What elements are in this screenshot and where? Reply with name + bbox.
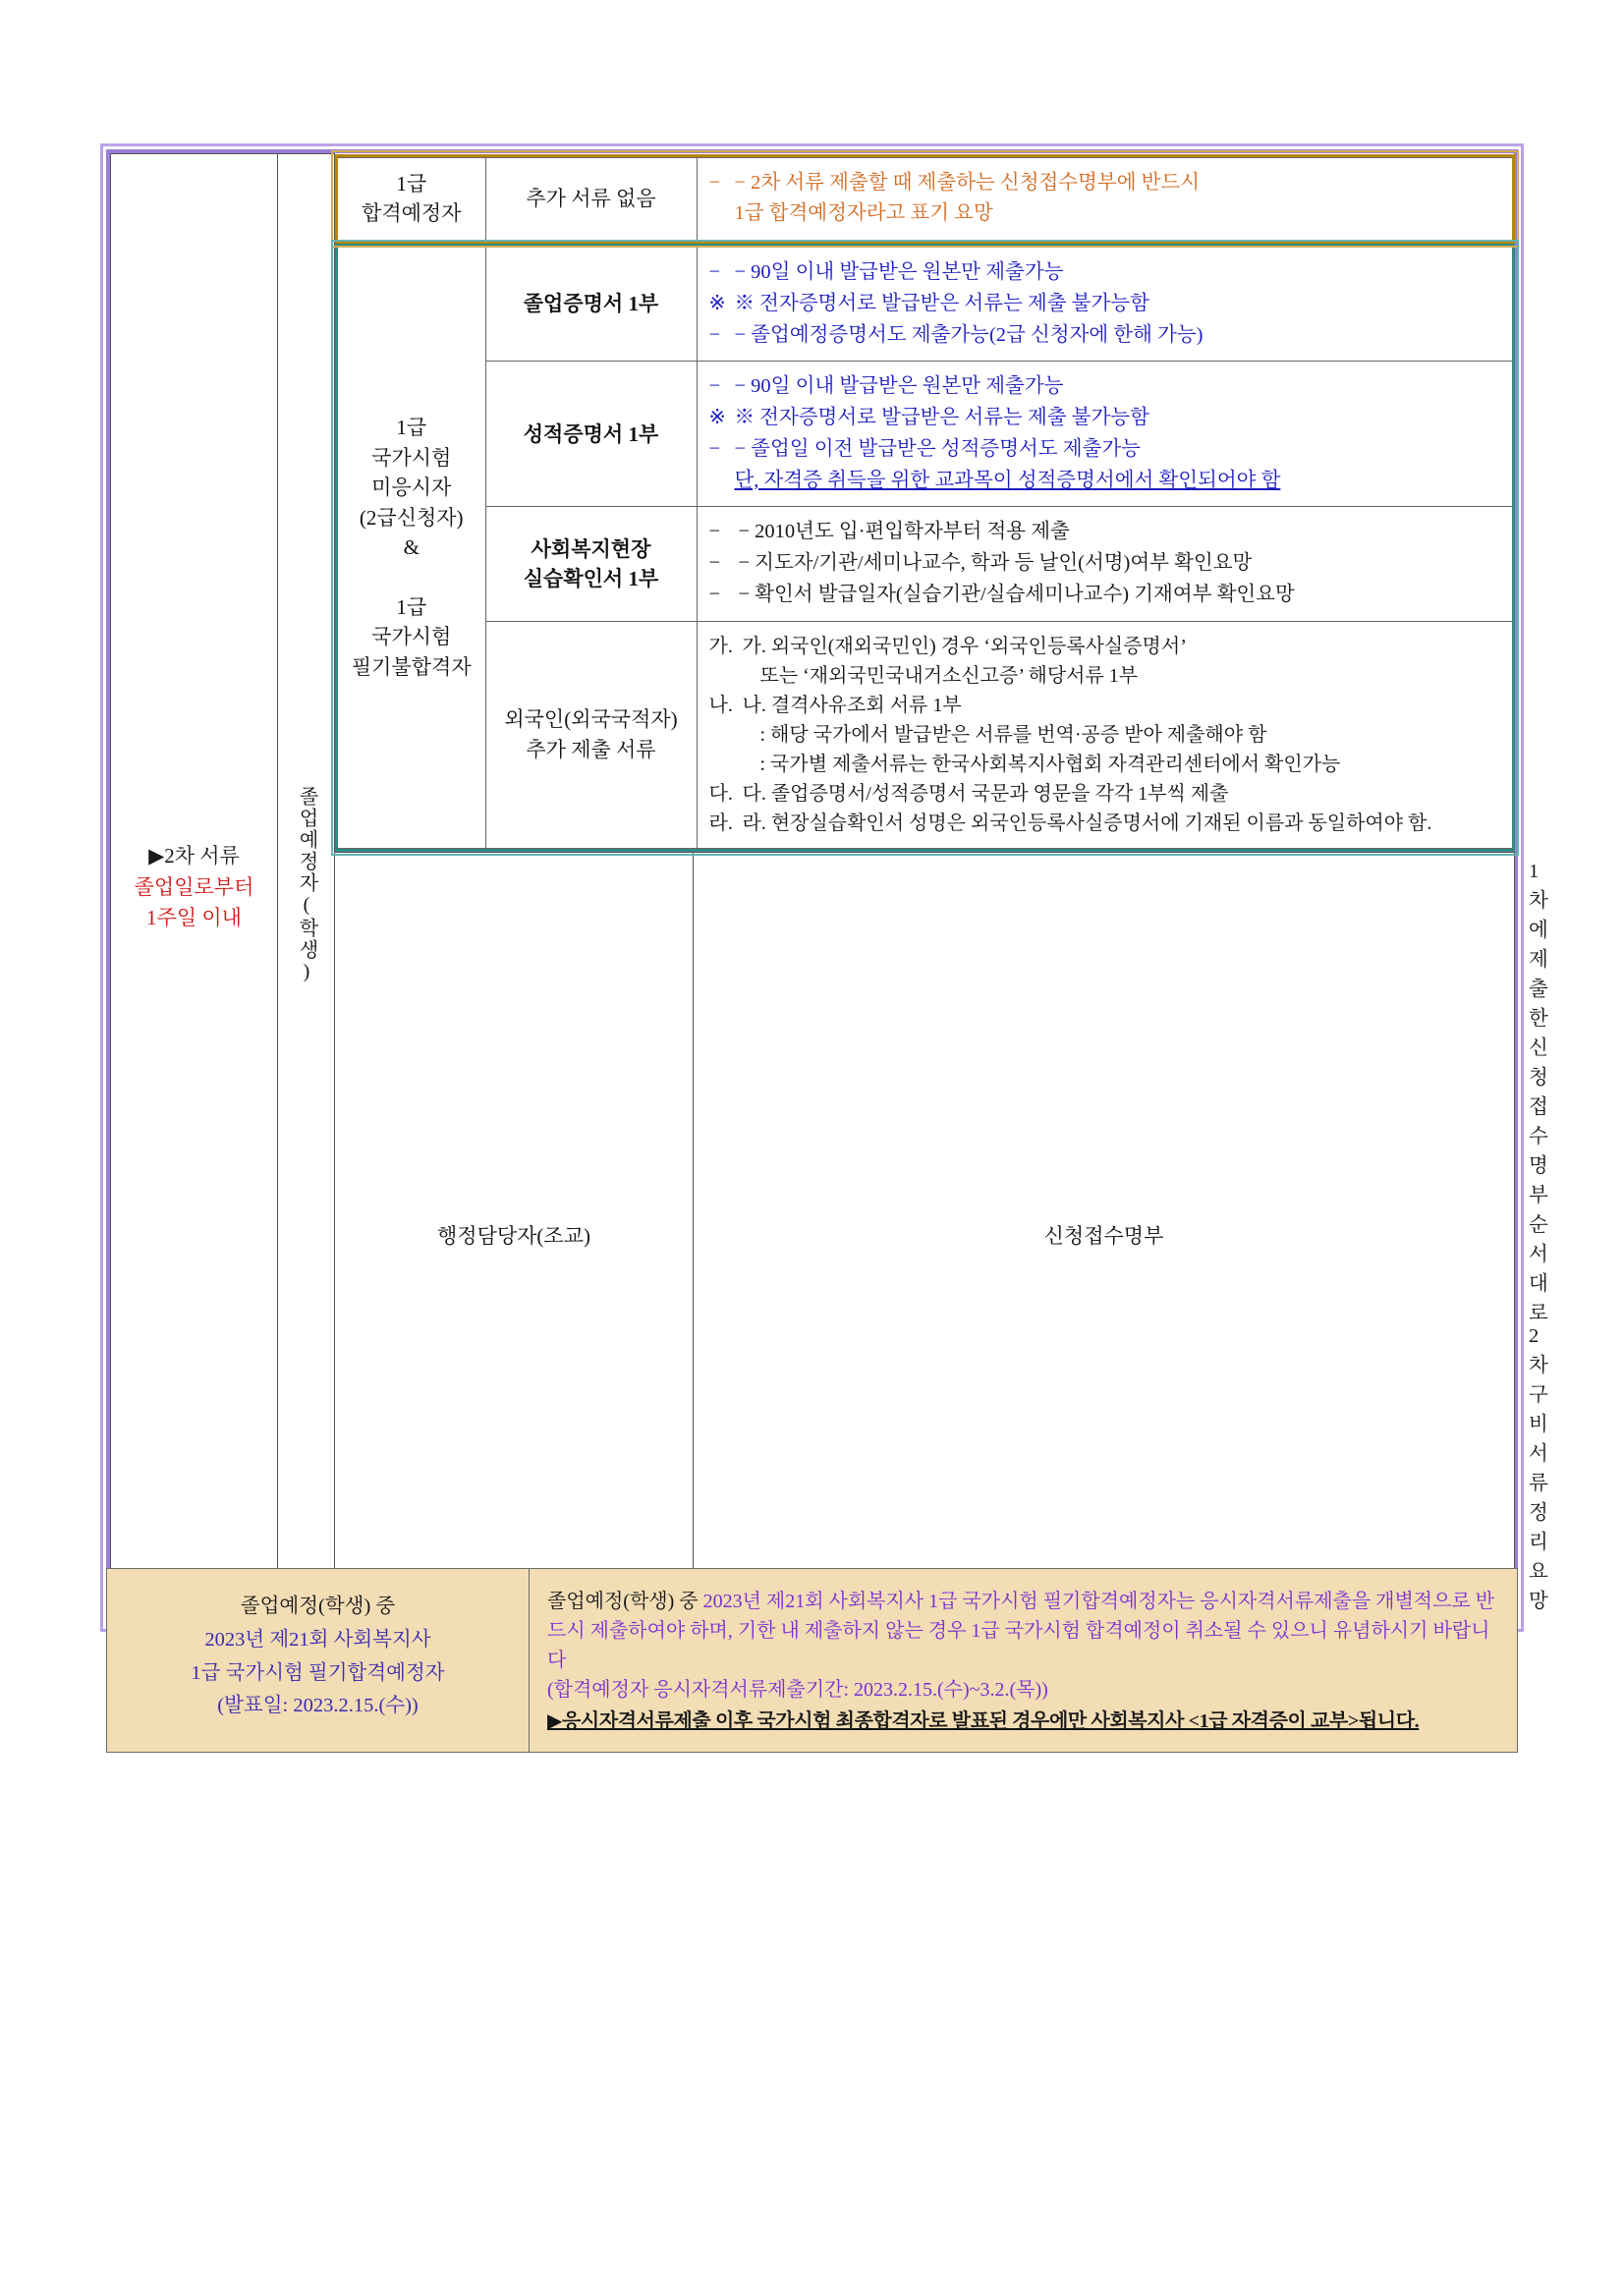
row3-detail-cell: − − 90일 이내 발급받은 원본만 제출가능 ※ ※ 전자증명서로 발급받은 서류는 제출 불가능함 − − 졸업일 이전 발급받은 성적증명서도 제출가능 단, 자격증 취득을 위한 교과목이 성적증명서에서 확인되어야 함 <box>697 362 1512 507</box>
row3-line4: 단, 자격증 취득을 위한 교과목이 성적증명서에서 확인되어야 함 <box>734 469 1281 491</box>
row3-doc-cell: 성적증명서 1부 <box>485 362 697 507</box>
footer-para1 <box>547 1587 1501 1675</box>
table-row <box>338 621 1512 848</box>
footer-left-line1: 졸업예정(학생) 중 <box>240 1596 396 1617</box>
footer-right <box>530 1569 1517 1752</box>
footer-note-box <box>106 1568 1518 1753</box>
row4-line1: − 2010년도 입·편입학자부터 적용 제출 <box>738 521 1070 543</box>
row3-line1: − 90일 이내 발급받은 원본만 제출가능 <box>734 375 1064 398</box>
table-row: 행정담당자(조교) 신청접수명부 1차에 제출한 신청접수명부 순서대로 2차 구비서류 정리요망 <box>111 852 1515 1621</box>
teal-inner-table <box>338 247 1512 849</box>
requirements-table-frame <box>106 149 1548 1626</box>
requirements-table <box>110 153 1548 1622</box>
gold-inner-table <box>338 157 1512 242</box>
footer-left-line3: 1급 국가시험 필기합격예정자 <box>191 1661 445 1684</box>
row4-line2: − 지도자/기관/세미나교수, 학과 등 날인(서명)여부 확인요망 <box>738 552 1253 575</box>
footer-para2: (합격예정자 응시자격서류제출기간: 2023.2.15.(수)~3.2.(목)) <box>547 1679 1048 1701</box>
left-deadline-line1: ▶2차 서류 <box>148 844 240 868</box>
footer-left <box>107 1569 530 1752</box>
vertical-category-cell <box>278 154 335 1622</box>
left-deadline-line2: 졸업일로부터 <box>134 874 254 899</box>
row4-doc-cell: 사회복지현장 실습확인서 1부 <box>485 507 697 621</box>
left-deadline-line3: 1주일 이내 <box>146 906 242 930</box>
row5-line2: 또는 ‘재외국민국내거소신고증’ 해당서류 1부 <box>759 664 1139 687</box>
gold-section-cell <box>335 154 1515 245</box>
row3-line3: − 졸업일 이전 발급받은 성적증명서도 제출가능 <box>734 437 1141 460</box>
teal-section-cell <box>335 244 1515 852</box>
row2-line1: − 90일 이내 발급받은 원본만 제출가능 <box>734 261 1064 284</box>
row5-doc-cell: 외국인(외국국적자) 추가 제출 서류 <box>485 621 697 848</box>
row2-doc-cell: 졸업증명서 1부 <box>485 248 697 362</box>
row2-detail-cell: − − 90일 이내 발급받은 원본만 제출가능 ※ ※ 전자증명서로 발급받은 서류는 제출 불가능함 − − 졸업예정증명서도 제출가능(2급 신청자에 한해 가능) <box>697 248 1512 362</box>
group-label-cell: 1급 국가시험 미응시자 (2급신청자) & 1급 국가시험 필기불합격자 <box>338 248 485 849</box>
row5-detail-cell: 가. 가. 외국인(재외국민인) 경우 ‘외국인등록사실증명서’ 또는 ‘재외국민국내거소신고증’ 해당서류 1부 나. 나. 결격사유조회 서류 1부 : 해당 국가에서 발급받은 서류를 번역·공증 받아 제출해야 함 : 국가별 제출서류는 한국사회복지사협회 자격관리센터에서 확인가능 다. 다. 졸업증명서/성적증명서 국문과 영문을 각각 1부씩 제출 라. 라. 현장실습확인서 성명은 외국인등록사실증명서에 기재된 이름과 동일하여야 함. <box>697 621 1512 848</box>
footer-para1-prefix: 졸업예정(학생) 중 <box>547 1591 703 1612</box>
row5-line5: : 국가별 제출서류는 한국사회복지사협회 자격관리센터에서 확인가능 <box>759 753 1341 775</box>
row2-line3: − 졸업예정증명서도 제출가능(2급 신청자에 한해 가능) <box>734 323 1204 346</box>
table-row <box>338 248 1512 362</box>
vertical-category-label: 졸업예정자(학생) <box>296 785 317 984</box>
row5-line1: 가. 외국인(재외국민인) 경우 ‘외국인등록사실증명서’ <box>742 635 1187 657</box>
row5-line6: 다. 졸업증명서/성적증명서 국문과 영문을 각각 1부씩 제출 <box>742 782 1229 805</box>
row1-detail-line1: − 2차 서류 제출할 때 제출하는 신청접수명부에 반드시 <box>734 171 1201 194</box>
row5-line3: 나. 결격사유조회 서류 1부 <box>742 694 962 716</box>
row1-target-cell: 1급 합격예정자 <box>338 157 485 241</box>
row6-doc-cell: 신청접수명부 <box>694 852 1515 1621</box>
row4-detail-cell: − − 2010년도 입·편입학자부터 적용 제출 − − 지도자/기관/세미나교수, 학과 등 날인(서명)여부 확인요망 − − 확인서 발급일자(실습기관/실습세미나교수) 기재여부 확인요망 <box>697 507 1512 621</box>
row2-line2: ※ 전자증명서로 발급받은 서류는 제출 불가능함 <box>734 292 1149 314</box>
row1-detail-line2: 1급 합격예정자라고 표기 요망 <box>734 202 993 225</box>
row3-line2: ※ 전자증명서로 발급받은 서류는 제출 불가능함 <box>734 407 1149 429</box>
table-row <box>338 362 1512 507</box>
row1-detail-cell: − − 2차 서류 제출할 때 제출하는 신청접수명부에 반드시 1급 합격예정자라고 표기 요망 <box>697 157 1512 241</box>
row6-target-cell: 행정담당자(조교) <box>335 852 694 1621</box>
table-row <box>338 507 1512 621</box>
teal-box <box>335 244 1515 852</box>
footer-para3: ▶응시자격서류제출 이후 국가시험 최종합격자로 발표된 경우에만 사회복지사 <1급 자격증이 교부>됩니다. <box>547 1710 1420 1732</box>
row1-doc-cell: 추가 서류 없음 <box>485 157 697 241</box>
footer-left-line2: 2023년 제21회 사회복지사 <box>204 1628 431 1651</box>
row4-line3: − 확인서 발급일자(실습기관/실습세미나교수) 기재여부 확인요망 <box>738 583 1295 605</box>
footer-left-line4: (발표일: 2023.2.15.(수)) <box>217 1695 419 1717</box>
row5-line4: : 해당 국가에서 발급받은 서류를 번역·공증 받아 제출해야 함 <box>759 723 1267 746</box>
table-row <box>111 154 1515 245</box>
table-row <box>338 157 1512 241</box>
row5-line7: 라. 현장실습확인서 성명은 외국인등록사실증명서에 기재된 이름과 동일하여야 함. <box>742 812 1432 834</box>
left-deadline-cell <box>111 154 278 1622</box>
footer-para1-body: 2023년 제21회 사회복지사 1급 국가시험 필기합격예정자는 응시자격서류제출을 개별적으로 반드시 제출하여야 하며, 기한 내 제출하지 않는 경우 1급 국가시험 합격예정이 취소될 수 있으니 유념하시기 바랍니다 <box>547 1591 1495 1671</box>
gold-box <box>335 154 1515 245</box>
